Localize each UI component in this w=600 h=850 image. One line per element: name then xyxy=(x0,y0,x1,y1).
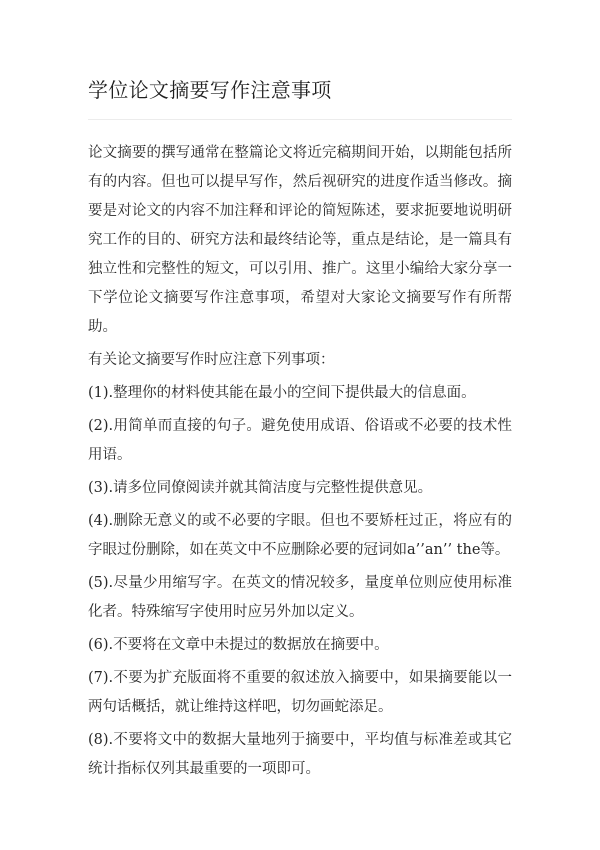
list-item-1: (1).整理你的材料使其能在最小的空间下提供最大的信息面。 xyxy=(88,385,476,401)
page-title: 学位论文摘要写作注意事项 xyxy=(88,78,332,102)
list-item-7: (7).不要为扩充版面将不重要的叙述放入摘要中，如果摘要能以一两句话概括，就让维持这样吧，切勿画蛇添足。 xyxy=(88,670,512,715)
title-divider xyxy=(88,119,512,120)
list-heading: 有关论文摘要写作时应注意下列事项： xyxy=(88,352,335,368)
list-item-3: (3).请多位同僚阅读并就其简洁度与完整性提供意见。 xyxy=(88,480,433,496)
document-body xyxy=(88,139,512,784)
list-item-6: (6).不要将在文章中未提过的数据放在摘要中。 xyxy=(88,637,389,653)
list-item-4: (4).删除无意义的或不必要的字眼。但也不要矫枉过正，将应有的字眼过份删除，如在英文中不应删除必要的冠词如a’’an’’ the等。 xyxy=(88,513,512,558)
list-item-5: (5).尽量少用缩写字。在英文的情况较多，量度单位则应使用标准化者。特殊缩写字使用时应另外加以定义。 xyxy=(88,575,512,620)
list-item-2: (2).用简单而直接的句子。避免使用成语、俗语或不必要的技术性用语。 xyxy=(88,418,512,463)
intro-paragraph: 论文摘要的撰写通常在整篇论文将近完稿期间开始，以期能包括所有的内容。但也可以提早写作，然后视研究的进度作适当修改。摘要是对论文的内容不加注释和评论的简短陈述，要求扼要地说明研究工作的目的、研究方法和最终结论等，重点是结论，是一篇具有独立性和完整性的短文，可以引用、推广。这里小编给大家分享一下学位论文摘要写作注意事项，希望对大家论文摘要写作有所帮助。 xyxy=(88,145,512,335)
list-item-8: (8).不要将文中的数据大量地列于摘要中，平均值与标准差或其它统计指标仅列其最重要的一项即可。 xyxy=(88,732,512,777)
